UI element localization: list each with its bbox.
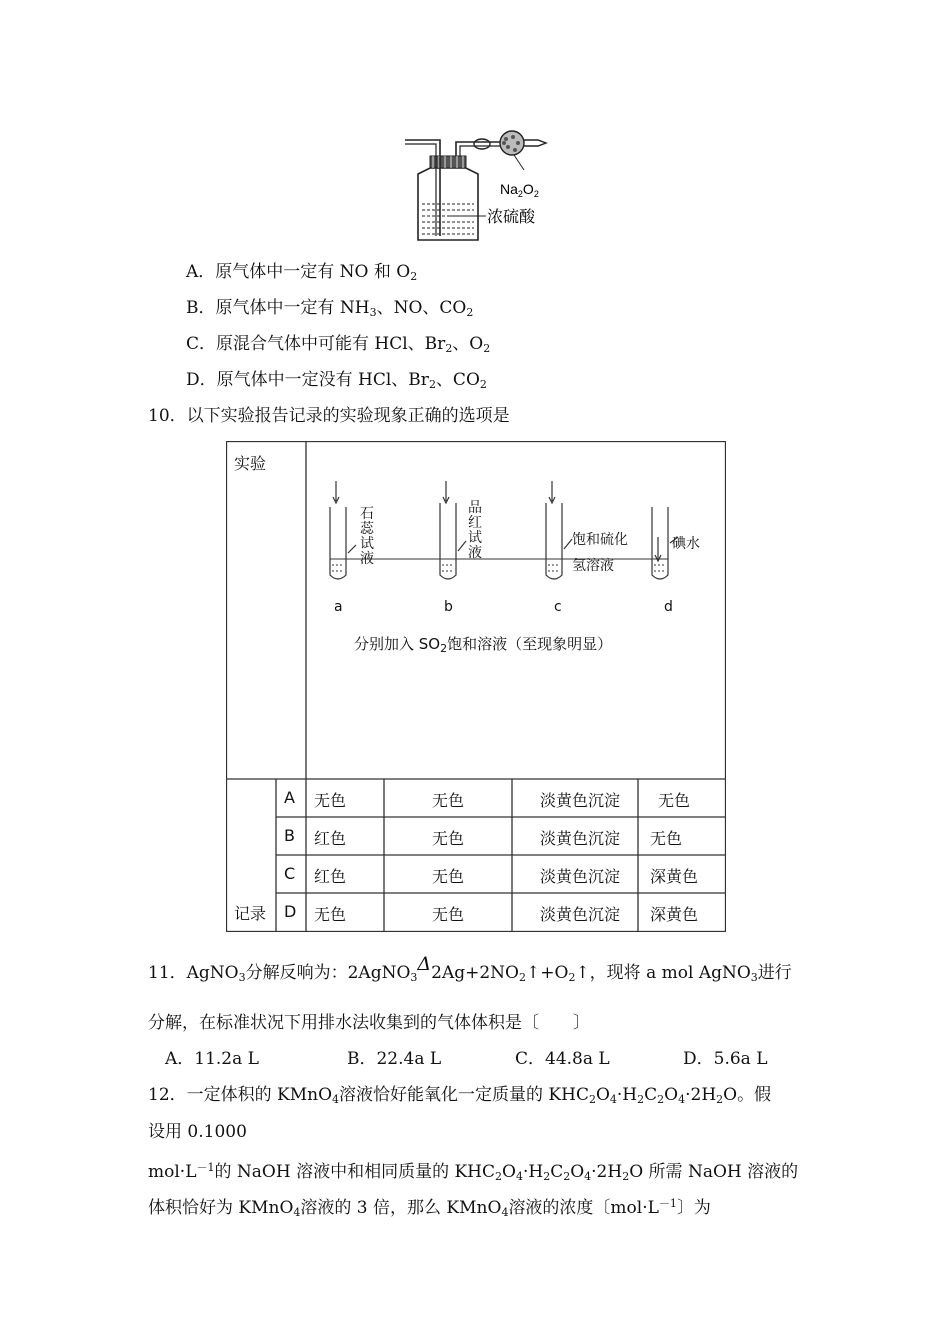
q9-option-b[interactable]: B．原气体中一定有 $NH_3$、NO、$CO_2$ [186, 298, 474, 319]
q12-line1: 12．一定体积的 KMnO$_4$溶液恰好能氧化一定质量的 $KHC_2O_4\cdot H_2C_2O_4\cdot 2H_2O$。假 [148, 1085, 772, 1106]
row-c-cell-4: 深黄色 [650, 867, 699, 886]
record-header: 记录 [234, 904, 267, 923]
q9-option-c[interactable]: C．原混合气体中可能有 HCl、$Br_2$、$O_2$ [186, 334, 491, 355]
row-b-cell-3: 淡黄色沉淀 [540, 829, 621, 848]
row-b-cell-1: 红色 [314, 829, 347, 848]
acid-label: 浓硫酸 [487, 207, 536, 226]
row-c-cell-2: 无色 [432, 867, 465, 886]
tube-a-letter: a [334, 599, 343, 615]
tube-d [652, 507, 668, 579]
q10-stem: 10．以下实验报告记录的实验现象正确的选项是 [148, 406, 510, 426]
q9-option-d[interactable]: D．原气体中一定没有 HCl、$Br_2$、$CO_2$ [186, 370, 487, 391]
gas-apparatus-figure [400, 128, 560, 246]
row-b-option[interactable]: B [284, 826, 295, 845]
acid-liquid [422, 204, 474, 234]
experiment-caption: 分别加入 $SO_2$饱和溶液（至现象明显） [354, 635, 613, 655]
row-d-cell-2: 无色 [432, 905, 465, 924]
tube-a-reagent: 石蕊试液 [360, 506, 374, 567]
row-d-cell-1: 无色 [314, 905, 347, 924]
tube-c-letter: c [554, 599, 562, 615]
tube-b [440, 503, 456, 579]
q11-stem-line2: 分解，在标准状况下用排水法收集到的气体体积是〔 〕 [148, 1013, 590, 1033]
experiment-header: 实验 [234, 454, 267, 473]
q11-option-b[interactable]: B．22.4a L [347, 1049, 442, 1069]
row-a-option[interactable]: A [284, 788, 295, 807]
q11-option-d[interactable]: D．5.6a L [683, 1049, 768, 1069]
tube-d-reagent: 碘水 [672, 536, 700, 552]
tube-a [330, 507, 346, 579]
tube-c-reagent-line2: 氢溶液 [572, 558, 614, 574]
tube-c [546, 503, 562, 579]
row-d-cell-3: 淡黄色沉淀 [540, 905, 621, 924]
row-c-cell-3: 淡黄色沉淀 [540, 867, 621, 886]
q12-line4: 体积恰好为 KMnO$_4$溶液的 3 倍，那么 KMnO$_4$溶液的浓度〔$mol\cdot L^{-1}$〕为 [148, 1197, 711, 1219]
q11-option-a[interactable]: A．11.2a L [165, 1049, 259, 1069]
row-c-option[interactable]: C [284, 864, 296, 883]
bottle-stopper [430, 156, 466, 168]
tube-b-reagent: 品红试液 [468, 500, 482, 561]
reagent-label: $Na_2O_2$ [500, 181, 539, 199]
row-a-cell-2: 无色 [432, 791, 465, 810]
q11-stem-line1: 11．AgNO$_3$分解反响为：$2AgNO_3\Delta 2Ag+2NO_2↑+O_2↑$，现将 a mol AgNO$_3$进行 [148, 953, 792, 984]
row-d-cell-4: 深黄色 [650, 905, 699, 924]
q12-line2: 设用 0.1000 [148, 1122, 247, 1142]
experiment-table [226, 441, 726, 932]
q9-option-a[interactable]: A．原气体中一定有 NO 和 $O_2$ [186, 262, 418, 283]
row-c-cell-1: 红色 [314, 867, 347, 886]
row-b-cell-2: 无色 [432, 829, 465, 848]
delta-symbol: Δ [417, 953, 432, 975]
row-a-cell-4: 无色 [658, 791, 691, 810]
q11-option-c[interactable]: C．44.8a L [515, 1049, 610, 1069]
tube-c-reagent-line1: 饱和硫化 [572, 532, 628, 548]
row-d-option[interactable]: D [284, 902, 297, 921]
q12-line3: $mol\cdot L^{-1}$的 NaOH 溶液中和相同质量的 $KHC_2O_4\cdot H_2C_2O_4\cdot 2H_2O$ 所需 NaOH 溶液的 [148, 1161, 799, 1183]
row-a-cell-3: 淡黄色沉淀 [540, 791, 621, 810]
tube-d-letter: d [664, 599, 673, 615]
row-a-cell-1: 无色 [314, 791, 347, 810]
row-b-cell-4: 无色 [650, 829, 683, 848]
tube-b-letter: b [444, 599, 453, 615]
